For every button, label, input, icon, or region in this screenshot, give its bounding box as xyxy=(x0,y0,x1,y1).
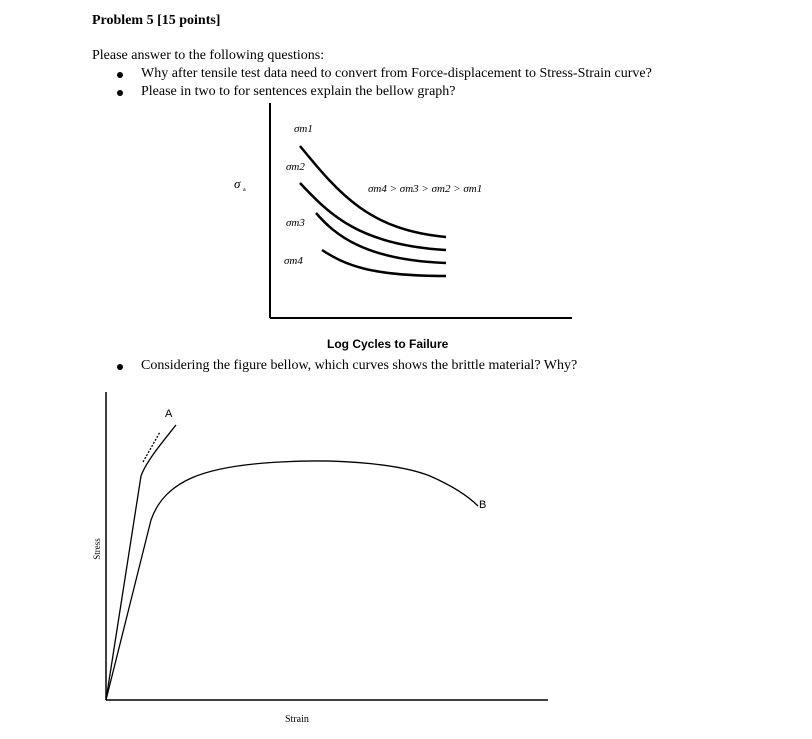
sn-label-m2: σm2 xyxy=(286,161,305,173)
sn-y-label-sub: a xyxy=(243,187,246,193)
ss-y-label: Stress xyxy=(92,538,102,560)
question-3: Considering the figure bellow, which curves shows the brittle material? Why? xyxy=(141,358,578,373)
question-2: Please in two to for sentences explain the bellow graph? xyxy=(141,84,456,99)
sn-relation: σm4 > σm3 > σm2 > σm1 xyxy=(368,183,483,195)
problem-intro: Please answer to the following questions: xyxy=(92,48,325,63)
ss-curve-b xyxy=(106,461,478,700)
sn-y-label: σ xyxy=(234,176,241,191)
sn-x-label: Log Cycles to Failure xyxy=(327,337,449,351)
ss-label-b: B xyxy=(479,499,487,511)
sn-label-m3: σm3 xyxy=(286,217,305,229)
ss-x-label: Strain xyxy=(285,714,309,725)
problem-title: Problem 5 [15 points] xyxy=(92,13,221,28)
sn-label-m4: σm4 xyxy=(284,255,303,267)
ss-label-a: A xyxy=(165,408,173,420)
sn-label-m1: σm1 xyxy=(294,123,313,135)
question-1: Why after tensile test data need to convert from Force-displacement to Stress-Strain curve? xyxy=(141,66,652,81)
